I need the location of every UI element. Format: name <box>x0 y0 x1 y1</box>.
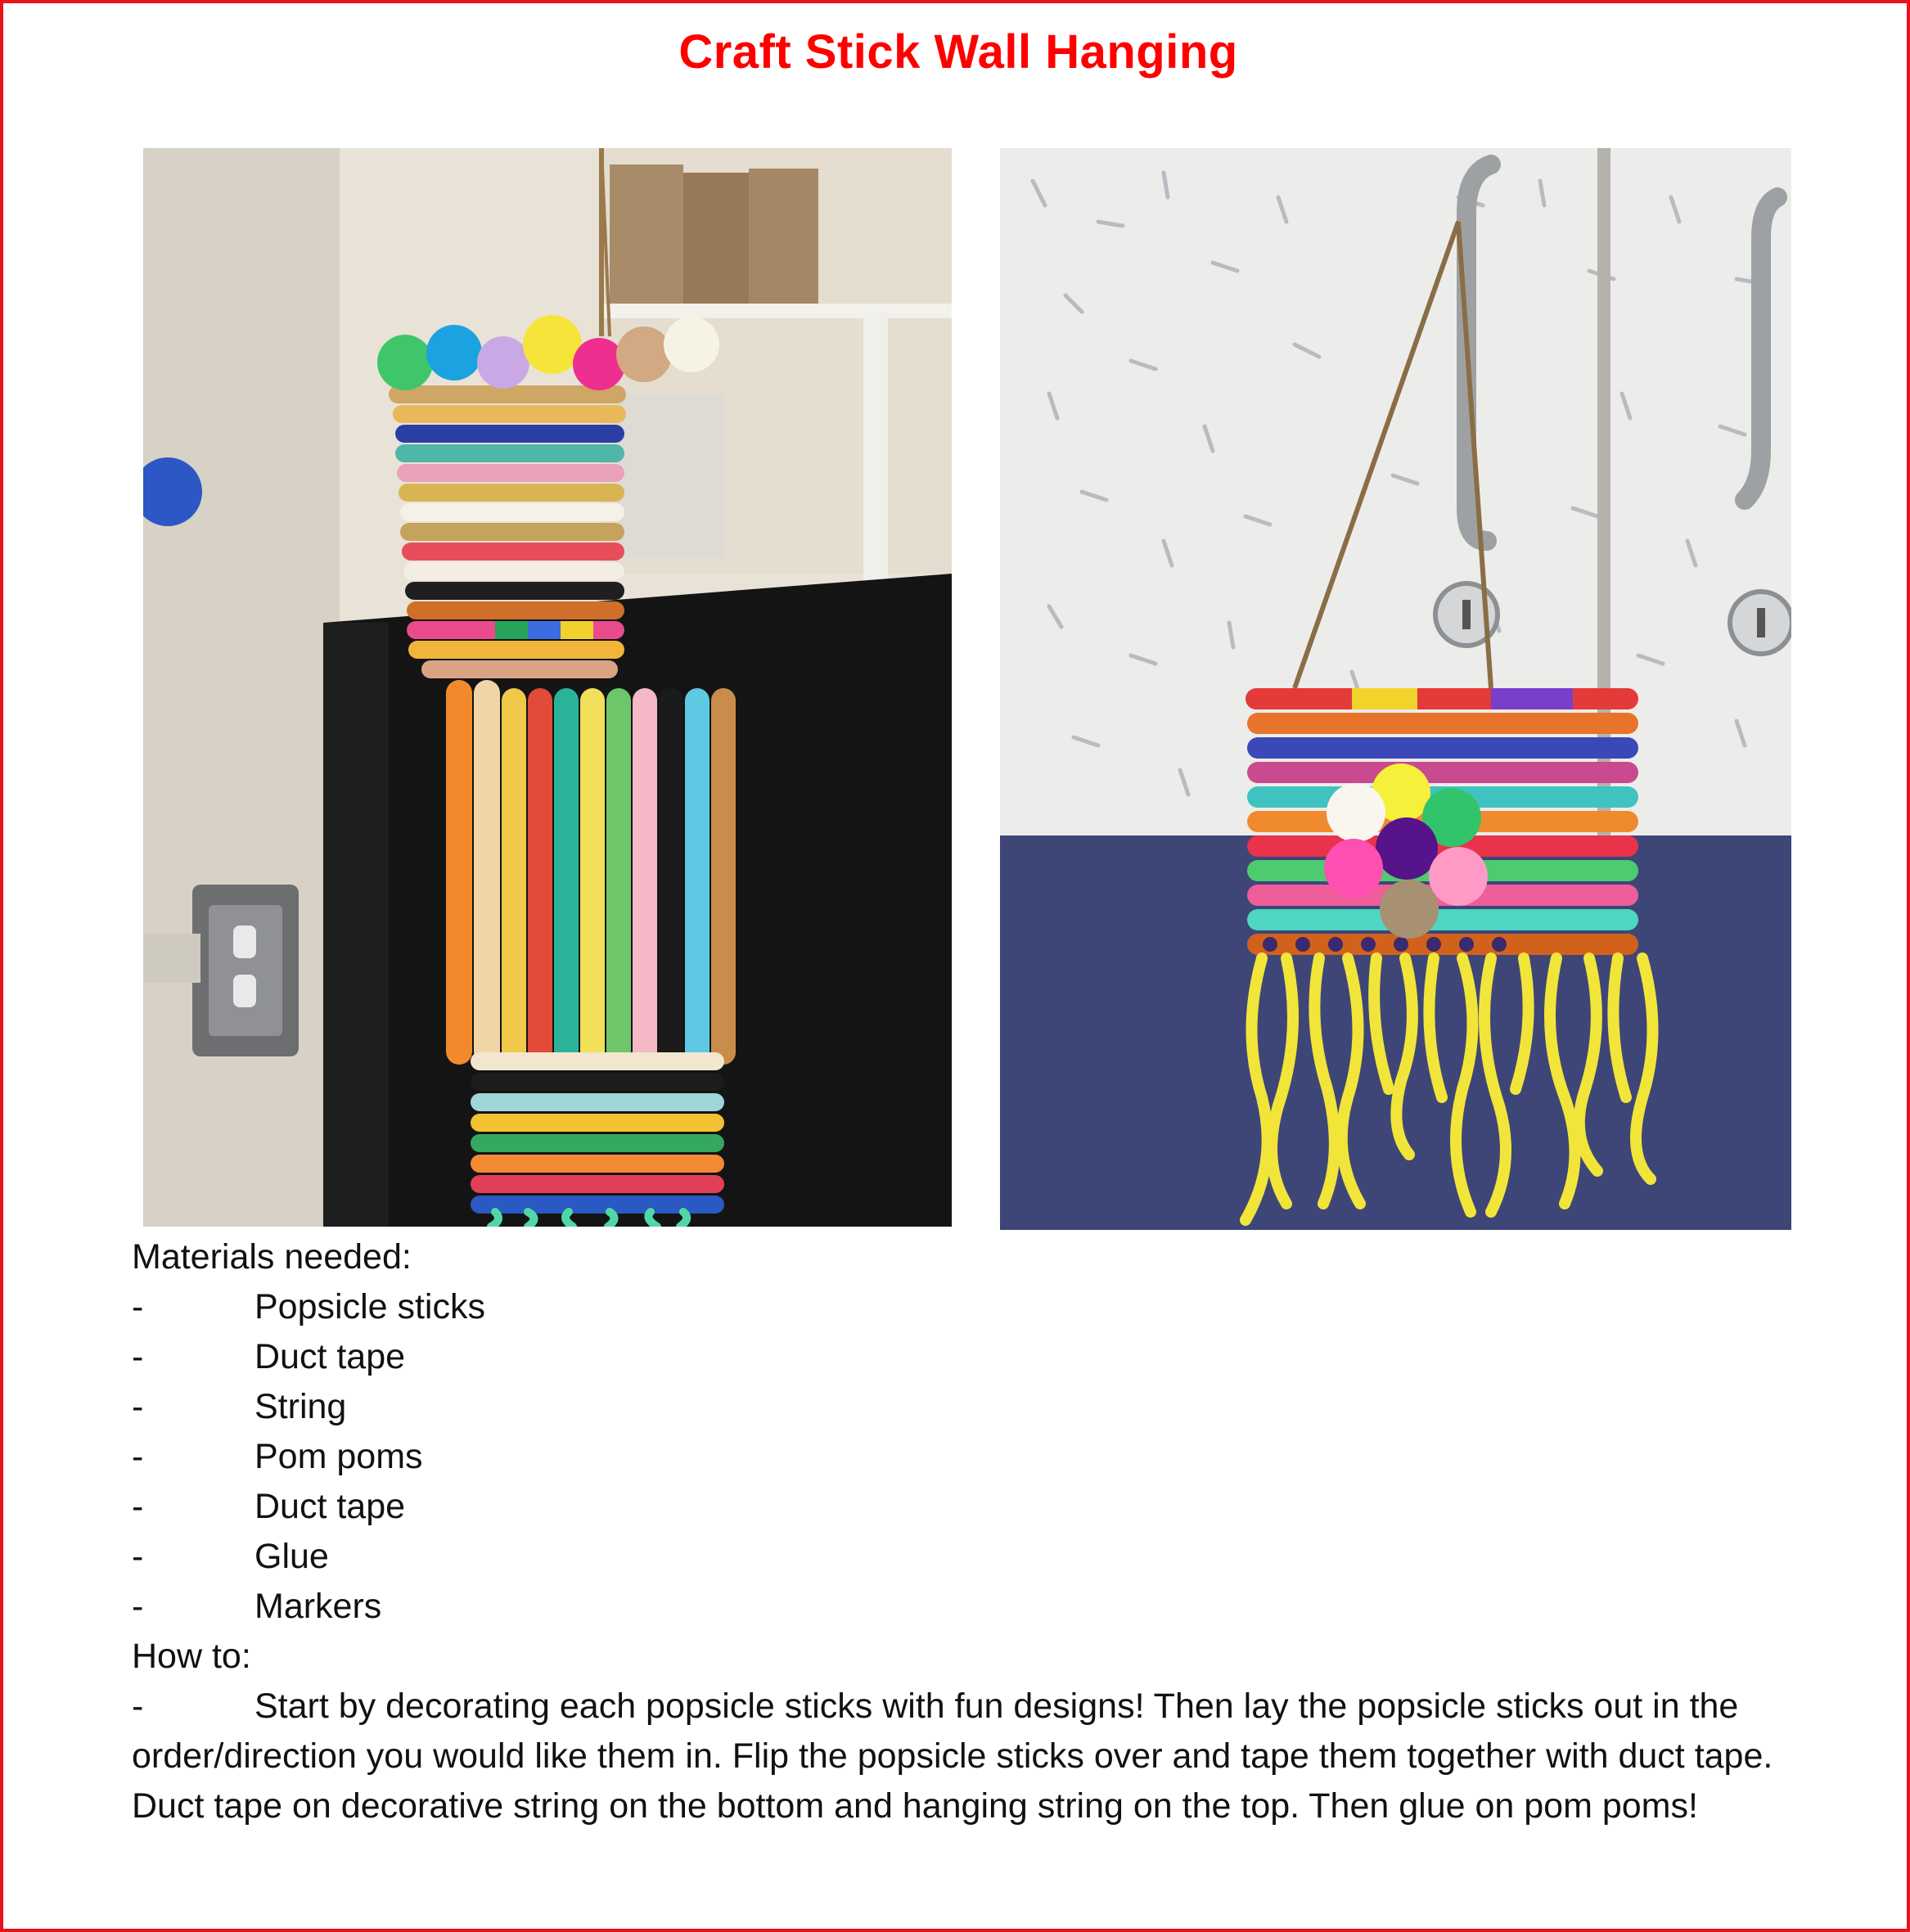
list-item: - Duct tape <box>132 1337 406 1376</box>
page-title: Craft Stick Wall Hanging <box>678 25 1238 79</box>
list-item: - Popsicle sticks <box>132 1287 485 1326</box>
howto-paragraph: - Start by decorating each popsicle sticks with fun designs! Then lay the popsicle sticks out in the order/direction you would like them in. Flip the popsicle sticks over and tape them together with duct tape. Duct tape on decorative string on the bottom and hanging string on the top. Then glue on pom poms! <box>132 1687 1773 1826</box>
photo-square-wall-hanging <box>1000 148 1791 1230</box>
list-item: - Duct tape <box>132 1487 406 1526</box>
photo-tall-wall-hanging <box>143 148 952 1227</box>
instructions-text <box>132 1232 1842 1831</box>
list-item: - Glue <box>132 1537 329 1576</box>
materials-heading: Materials needed: <box>132 1237 412 1277</box>
howto-heading: How to: <box>132 1637 251 1676</box>
list-item: - Pom poms <box>132 1437 423 1476</box>
list-item: - Markers <box>132 1587 382 1626</box>
list-item: - String <box>132 1387 347 1426</box>
tall-wall-hanging-illustration <box>143 148 952 1227</box>
square-wall-hanging-illustration <box>1000 148 1791 1230</box>
